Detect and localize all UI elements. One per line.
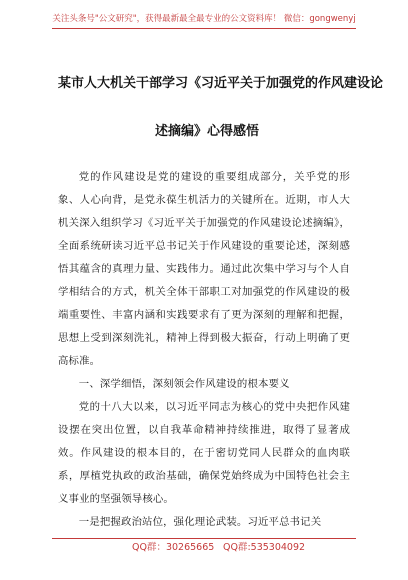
- footer-qq-group-1: QQ群：30265665: [132, 542, 215, 553]
- footer-qq-group-2: QQ群:535304092: [223, 542, 306, 553]
- paragraph-point-1: 一是把握政治站位，强化理论武装。习近平总书记关: [78, 516, 322, 528]
- document-title-line2: 述摘编》心得感悟: [155, 124, 260, 139]
- document-title-line1: 某市人大机关干部学习《习近平关于加强党的作风建设论: [58, 76, 384, 91]
- header-note: 关注头条号"公文研究"，获得最新最全最专业的公文资料库！ 微信：gongwenyj: [52, 14, 356, 24]
- paragraph-section-1: 党的十八大以来，以习近平同志为核心的党中央把作风建设摆在突出位置，以自我革命精神持续推进，取得了显著成效。作风建设的根本目的，在于密切党同人民群众的血肉联系，厚植党执政的政治基础，确保党始终成为中国特色社会主义事业的坚强领导核心。: [58, 401, 350, 505]
- document-body: [58, 166, 350, 534]
- header-divider: [52, 28, 356, 29]
- section-heading-1: 一、深学细悟，深刻领会作风建设的根本要义: [78, 378, 290, 390]
- paragraph-intro: 党的作风建设是党的建设的重要组成部分，关乎党的形象、人心向背，是党永葆生机活力的关键所在。近期，市人大机关深入组织学习《习近平关于加强党的作风建设论述摘编》，全面系统研读习近平总书记关于作风建设的重要论述，深刻感悟其蕴含的真理力量、实践伟力。通过此次集中学习与个人自学相结合的方式，机关全体干部职工对加强党的作风建设的极端重要性、丰富内涵和实践要求有了更为深刻的理解和把握，思想上受到深刻洗礼，精神上得到极大振奋，行动上明确了更高标准。: [58, 171, 350, 367]
